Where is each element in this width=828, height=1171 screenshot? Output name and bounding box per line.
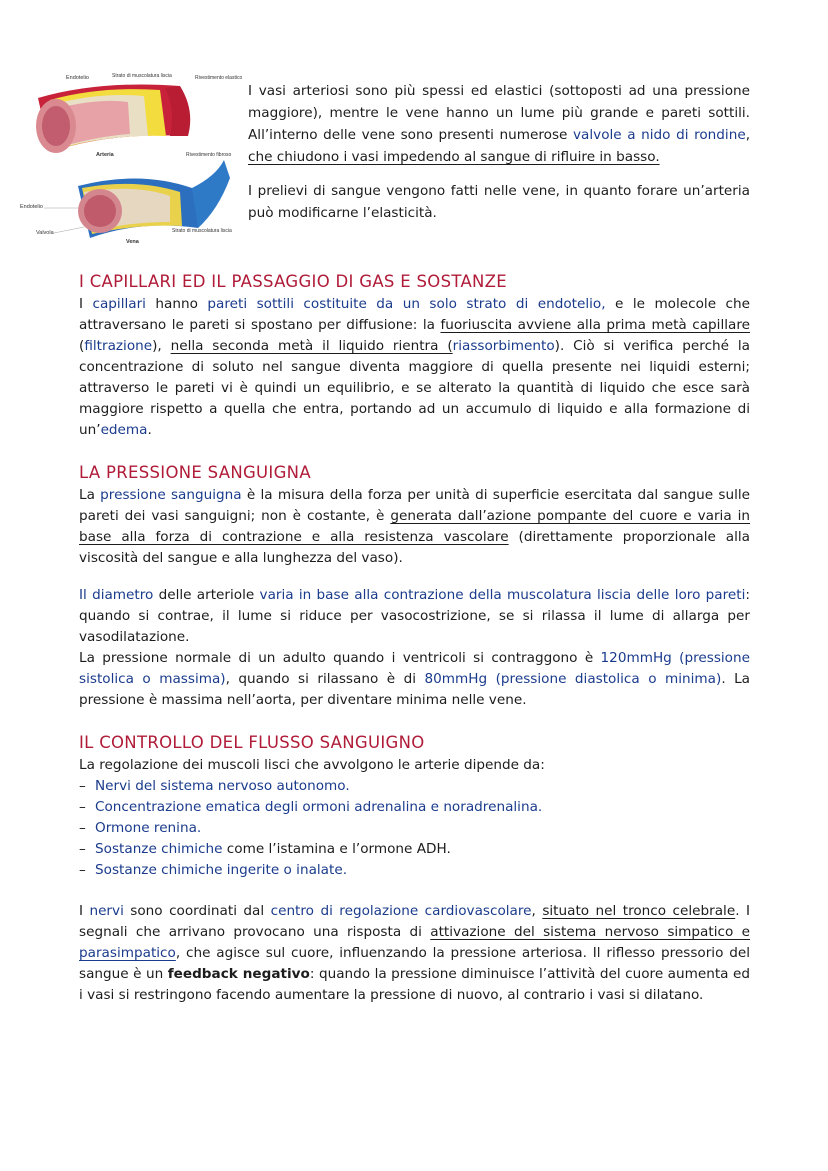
- artery-name: Arteria: [96, 152, 114, 158]
- list-item: – Ormone renina.: [79, 818, 750, 839]
- pressione-paragraph-3: La pressione normale di un adulto quando i ventricoli si contraggono è 120mmHg (pressione sistolica o massima), quando si rilassano è di 80mmHg (pressione diastolica o minima). La pressione è massima nell’aorta, per diventare minima nelle vene.: [79, 650, 751, 708]
- vein-label-valvola: Valvola: [36, 230, 54, 236]
- vein-drawing: [78, 160, 230, 238]
- section-title-flusso: IL CONTROLLO DEL FLUSSO SANGUIGNO: [79, 733, 425, 752]
- vein-label-rivestimento: Rivestimento fibroso: [186, 152, 232, 158]
- intro-paragraph-2: I prelievi di sangue vengono fatti nelle vene, in quanto forare un’arteria può modificarne l’elasticità.: [248, 183, 750, 221]
- capillari-paragraph: I capillari hanno pareti sottili costituite da un solo strato di endotelio, e le molecole che attraversano le pareti si spostano per diffusione: la fuoriuscita avviene alla prima metà capillare (filtrazione), nella seconda metà il liquido rientra (riassorbimento). Ciò si verifica perché la concentrazione di soluto nel sangue diventa maggiore di quella presente nei liquidi esterni; attraverso le pareti vi è quindi un equilibrio, e se alterato la quantità di liquido che esce sarà maggiore rispetto a quella che entra, portando ad un accumulo di liquido e alla formazione di un’edema.: [79, 296, 750, 438]
- list-item: – Sostanze chimiche come l’istamina e l’ormone ADH.: [79, 839, 750, 860]
- list-item: – Nervi del sistema nervoso autonomo.: [79, 776, 750, 797]
- vein-name: Vena: [126, 239, 139, 245]
- intro-text: [248, 80, 750, 236]
- vein-label-endotelio: Endotelio: [20, 204, 43, 210]
- section-title-capillari: I CAPILLARI ED IL PASSAGGIO DI GAS E SOSTANZE: [79, 272, 508, 291]
- main-content: [79, 270, 750, 1006]
- artery-label-rivestimento: Rivestimento elastico: [195, 75, 242, 81]
- artery-label-strato: Strato di muscolatura liscia: [112, 73, 172, 79]
- pressione-paragraph-1: La pressione sanguigna è la misura della forza per unità di superficie esercitata dal sangue sulle pareti dei vasi sanguigni; non è costante, è generata dall’azione pompante del cuore e varia in base alla forza di contrazione e alla resistenza vascolare (direttamente proporzionale alla viscosità del sangue e alla lunghezza del vaso).: [79, 487, 751, 566]
- flusso-paragraph: I nervi sono coordinati dal centro di regolazione cardiovascolare, situato nel tronco celebrale. I segnali che arrivano provocano una risposta di attivazione del sistema nervoso simpatico e parasimpatico, che agisce sul cuore, influenzando la pressione arteriosa. Il riflesso pressorio del sangue è un feedback negativo: quando la pressione diminuisce l’attività del cuore aumenta ed i vasi si restringono facendo aumentare la pressione di nuovo, al contrario i vasi si dilatano.: [79, 903, 750, 1003]
- pressione-paragraph-2: Il diametro delle arteriole varia in base alla contrazione della muscolatura liscia delle loro pareti: quando si contrae, il lume si riduce per vasocostrizione, se si rilassa il lume di allarga per vasodilatazione.: [79, 587, 750, 645]
- flusso-list: [79, 776, 750, 881]
- artery-label-endotelio: Endotelio: [66, 75, 89, 81]
- flusso-intro: La regolazione dei muscoli lisci che avvolgono le arterie dipende da:: [79, 757, 545, 773]
- intro-paragraph-1: I vasi arteriosi sono più spessi ed elastici (sottoposti ad una pressione maggiore), mentre le vene hanno un lume più grande e pareti sottili. All’interno delle vene sono presenti numerose valvole a nido di rondine, che chiudono i vasi impedendo al sangue di rifluire in basso.: [248, 83, 751, 165]
- vessels-illustration: [20, 70, 242, 250]
- artery-drawing: [36, 85, 190, 154]
- list-item: – Sostanze chimiche ingerite o inalate.: [79, 860, 750, 881]
- section-title-pressione: LA PRESSIONE SANGUIGNA: [79, 463, 311, 482]
- list-item: – Concentrazione ematica degli ormoni adrenalina e noradrenalina.: [79, 797, 750, 818]
- vein-label-strato: Strato di muscolatura liscia: [172, 228, 232, 234]
